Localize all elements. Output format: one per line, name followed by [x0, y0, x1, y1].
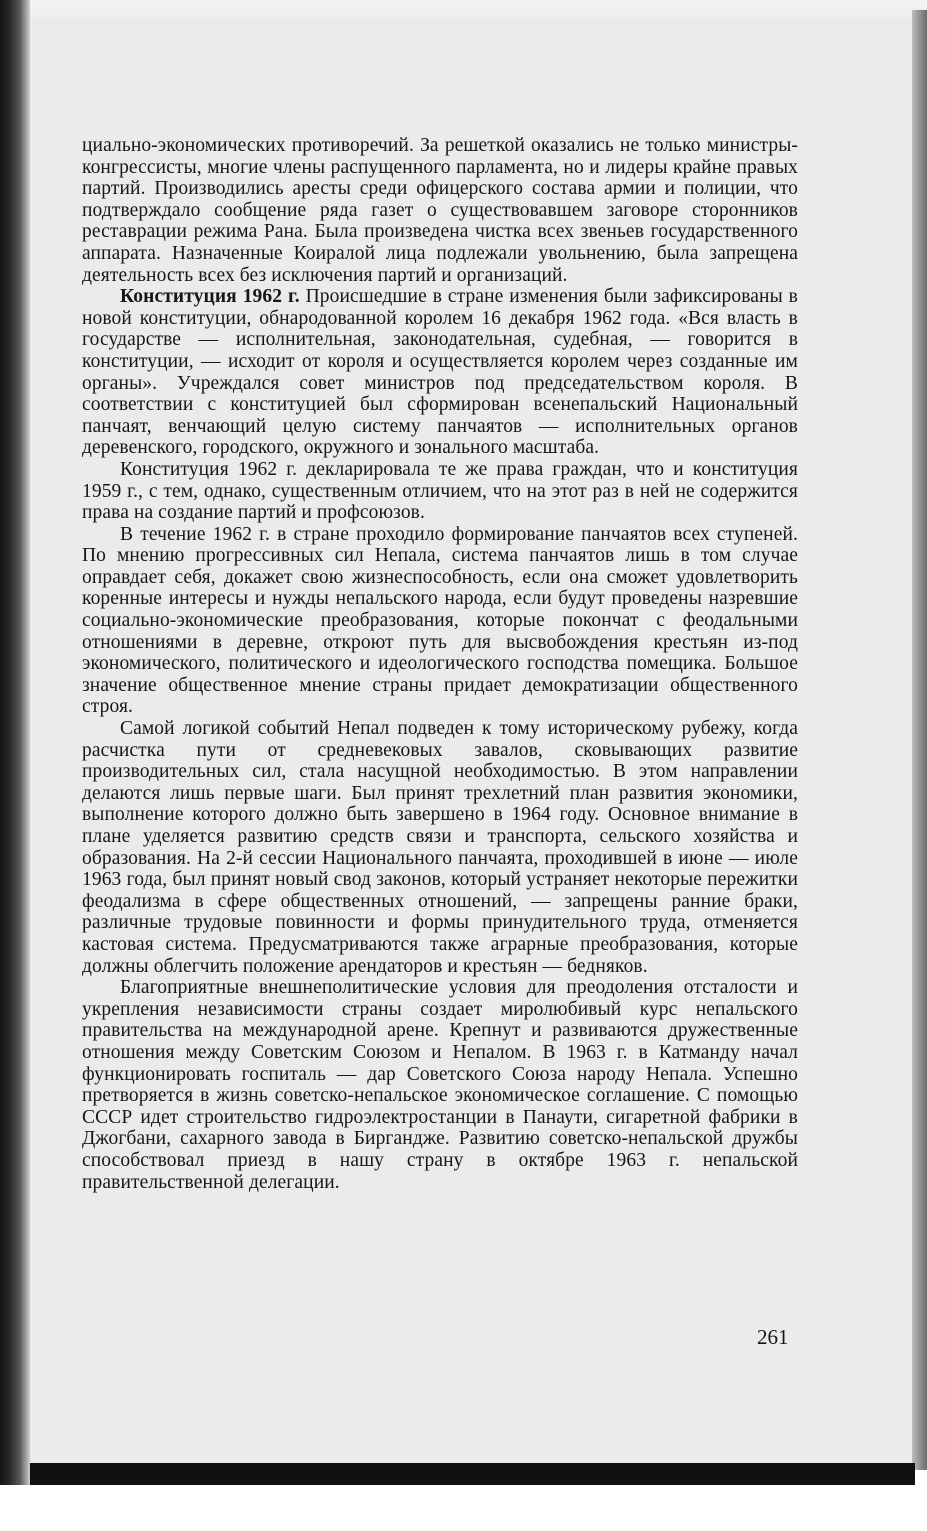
paragraph-3-text: Конституция 1962 г. декларировала те же права граждан, что и конституция 1959 г., с тем, однако, существенным отличием, что на этот раз в ней не содержится права на создание партий и профсоюзов.: [82, 458, 798, 524]
page-number: 261: [757, 1325, 789, 1349]
paragraph-6: [82, 977, 798, 1193]
paragraph-5: [82, 718, 798, 977]
paragraph-4: [82, 524, 798, 718]
page-edge-shadow: [912, 10, 927, 1470]
book-spine-shadow: [0, 0, 30, 1531]
paragraph-4-text: В течение 1962 г. в стране проходило формирование панчаятов всех ступеней. По мнению прогрессивных сил Непала, система панчаятов лишь в том случае оправдает себя, докажет свою жизнеспособность, если она сможет удовлетворить коренные интересы и нужды непальского народа, если будут проведены назревшие социально-экономические преобразования, которые покончат с феодальными отношениями в деревне, откроют путь для высвобождения крестьян из-под экономического, политического и идеологического господства помещика. Большое значение общественное мнение страны придает демократизации общественного строя.: [82, 523, 798, 718]
paragraph-2: [82, 286, 798, 459]
section-heading-constitution: Конституция 1962 г.: [120, 286, 300, 308]
scan-bottom-margin: [0, 1485, 927, 1531]
scan-bottom-shadow: [30, 1463, 915, 1485]
paragraph-6-text: Благоприятные внешнеполитические условия для преодоления отсталости и укрепления независимости страны создает миролюбивый курс непальского правительства на международной арене. Крепнут и развиваются дружественные отношения между Советским Союзом и Непалом. В 1963 г. в Катманду начал функционировать госпиталь — дар Советского Союза народу Непала. Успешно претворяется в жизнь советско-непальское экономическое соглашение. С помощью СССР идет строительство гидроэлектростанции в Панаути, сигаретной фабрики в Джогбани, сахарного завода в Биргандже. Развитию советско-непальской дружбы способствовал приезд в нашу страну в октябре 1963 г. непальской правительственной делегации.: [82, 977, 798, 1193]
paragraph-3: [82, 459, 798, 524]
body-text: [82, 135, 798, 1193]
paragraph-2-text: Происшедшие в стране изменения были зафиксированы в новой конституции, обнародованной королем 16 декабря 1962 года. «Вся власть в государстве — исполнительная, законодательная, судебная, — говорится в конституции, — исходит от короля и осуществляется королем через созданные им органы». Учреждался совет министров под председательством короля. В соответствии с конституцией был сформирован всенепальский Национальный панчаят, венчающий целую систему панчаятов — исполнительных органов деревенского, городского, окружного и зонального масштаба.: [82, 286, 798, 459]
paragraph-5-text: Самой логикой событий Непал подведен к тому историческому рубежу, когда расчистка пути от средневековых завалов, сковывающих развитие производительных сил, стала насущной необходимостью. В этом направлении делаются лишь первые шаги. Был принят трехлетний план развития экономики, выполнение которого должно быть завершено в 1964 году. Основное внимание в плане уделяется развитию средств связи и транспорта, сельского хозяйства и образования. На 2-й сессии Национального панчаята, проходившей в июне — июле 1963 года, был принят новый свод законов, который устраняет некоторые пережитки феодализма в сфере общественных отношений, — запрещены ранние браки, различные трудовые повинности и формы принудительного труда, отменяется кастовая система. Предусматриваются также аграрные преобразования, которые должны облегчить положение арендаторов и крестьян — бедняков.: [82, 718, 798, 977]
paragraph-1-text: циально-экономических противоречий. За решеткой оказались не только министры-конгрессисты, многие члены распущенного парламента, но и лидеры крайне правых партий. Производились аресты среди офицерского состава армии и полиции, что подтверждало сообщение ряда газет о существовавшем заговоре сторонников реставрации режима Рана. Была произведена чистка всех звеньев государственного аппарата. Назначенные Коиралой лица подлежали увольнению, была запрещена деятельность всех без исключения партий и организаций.: [82, 135, 798, 286]
paragraph-1: [82, 135, 798, 286]
